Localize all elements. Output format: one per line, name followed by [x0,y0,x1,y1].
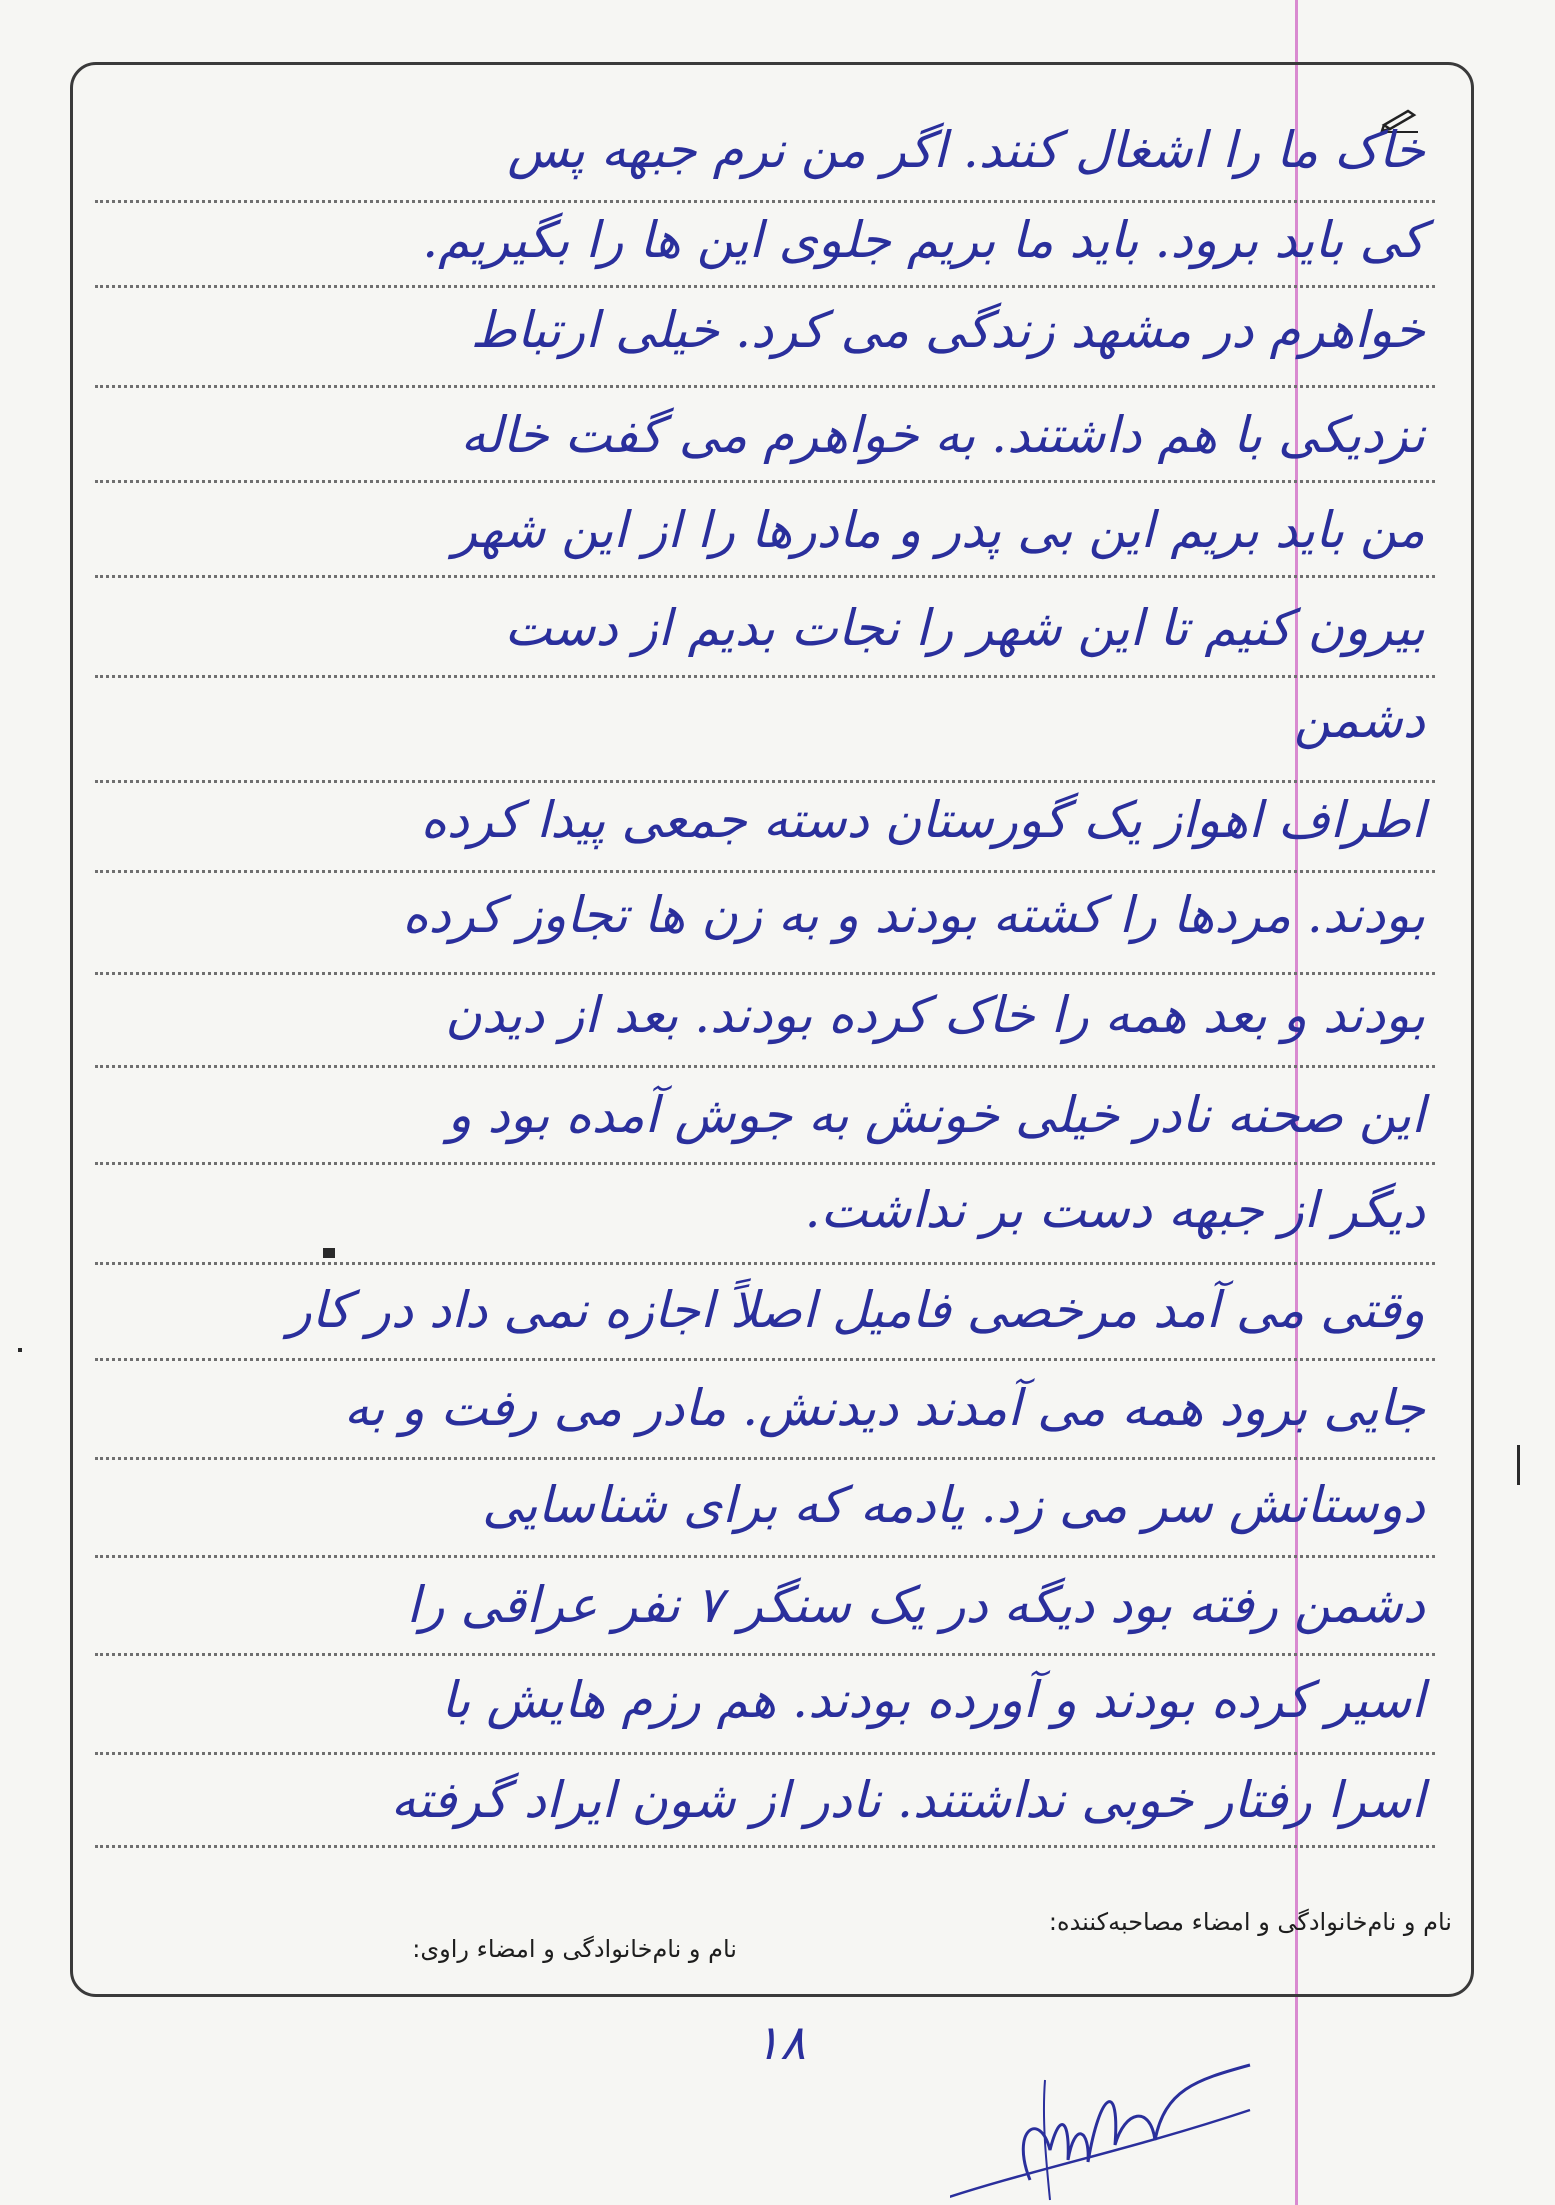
ruled-line [95,1358,1435,1361]
ruled-line [95,870,1435,873]
ruled-line [95,200,1435,203]
handwritten-line: خاک ما را اشغال کنند. اگر من نرم جبهه پس [507,121,1425,179]
handwritten-line: بیرون کنیم تا این شهر را نجات بدیم از دست [504,599,1425,657]
ruled-line [95,575,1435,578]
handwritten-line: خواهرم در مشهد زندگی می کرد. خیلی ارتباط [470,301,1425,359]
interviewer-signature-label: نام و نام‌خانوادگی و امضاء مصاحبه‌کننده: [1048,1908,1452,1936]
handwritten-line: دشمن رفته بود دیگه در یک سنگر ۷ نفر عراقی را [406,1576,1425,1634]
ruled-line [95,1262,1435,1265]
ruled-line [95,1653,1435,1656]
handwritten-line: اسرا رفتار خوبی نداشتند. نادر از شون ایراد گرفته [390,1771,1425,1829]
handwritten-line: این صحنه نادر خیلی خونش به جوش آمده بود و [447,1086,1425,1144]
handwritten-line: دیگر از جبهه دست بر نداشت. [804,1181,1425,1239]
ruled-line [95,1752,1435,1755]
handwritten-line: جایی برود همه می آمدند دیدنش. مادر می رفت و به [343,1379,1425,1437]
ruled-line [95,675,1435,678]
handwritten-line: بودند. مردها را کشته بودند و به زن ها تجاوز کرده [402,886,1425,944]
ruled-line [95,1065,1435,1068]
signature [950,2050,1290,2205]
edge-mark [1517,1445,1520,1485]
handwritten-line: من باید بریم این بی پدر و مادرها را از این شهر [452,501,1425,559]
handwritten-line: اسیر کرده بودند و آورده بودند. هم رزم هایش با [441,1671,1425,1729]
handwritten-line: نزدیکی با هم داشتند. به خواهرم می گفت خاله [460,406,1425,464]
ruled-line [95,1457,1435,1460]
handwritten-line: اطراف اهواز یک گورستان دسته جمعی پیدا کرده [420,791,1425,849]
handwritten-line: دوستانش سر می زد. یادمه که برای شناسایی [482,1476,1425,1534]
handwritten-line: کی باید برود. باید ما بریم جلوی این ها را بگیریم. [422,211,1425,269]
ruled-line [95,1555,1435,1558]
ruled-line [95,480,1435,483]
ruled-line [95,285,1435,288]
ruled-line [95,1845,1435,1848]
ruled-line [95,972,1435,975]
ink-mark [323,1248,335,1258]
handwritten-line: وقتی می آمد مرخصی فامیل اصلاً اجازه نمی داد در کار [287,1281,1425,1339]
handwritten-line: بودند و بعد همه را خاک کرده بودند. بعد از دیدن [445,986,1425,1044]
ruled-line [95,1162,1435,1165]
narrator-signature-label: نام و نام‌خانوادگی و امضاء راوی: [412,1935,737,1963]
ruled-line [95,780,1435,783]
ink-mark [18,1348,22,1352]
ruled-line [95,385,1435,388]
page-number: ۱۸ [754,2015,806,2071]
handwritten-line: دشمن [1293,691,1425,749]
